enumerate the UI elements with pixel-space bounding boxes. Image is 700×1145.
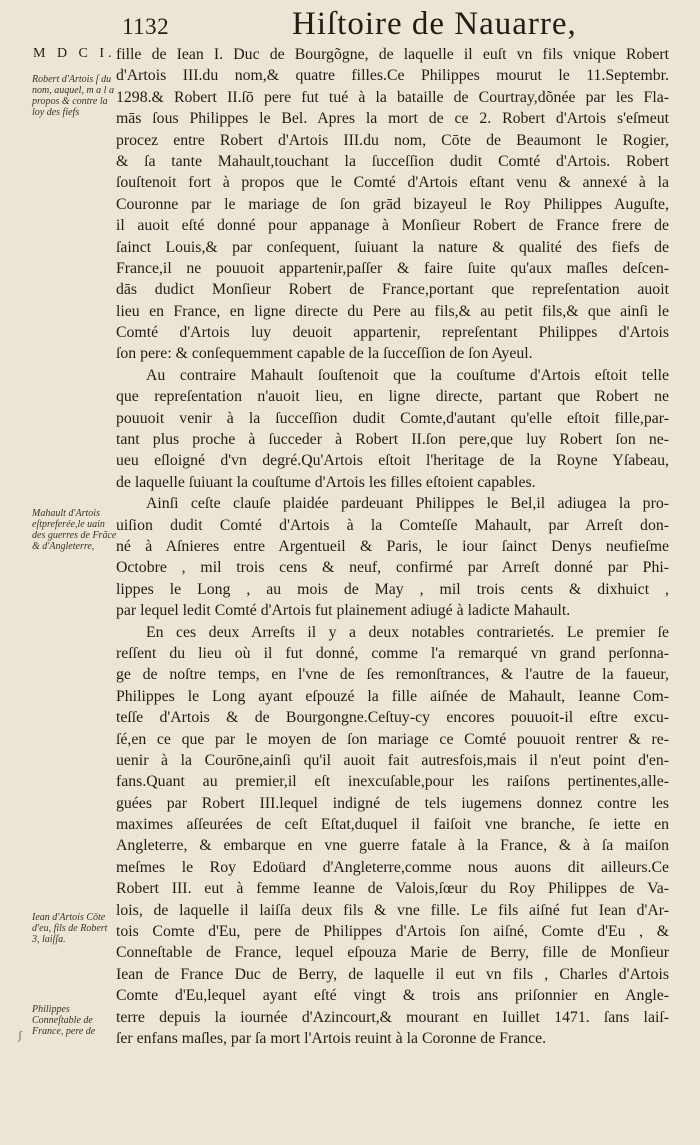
running-title: Hiſtoire de Nauarre, — [292, 6, 577, 42]
page-number: 1132 — [122, 14, 170, 39]
text-line: uenir à la Courōne,ainſi qu'il auoit fait autresfois,mais il n'eut point d'en- — [116, 751, 669, 769]
text-line: ſer enfans maſles, par ſa mort l'Artois reuint à la Coronne de France. — [116, 1029, 547, 1047]
text-line: Au contraire Mahault ſouſtenoit que la couſtume d'Artois eſtoit telle — [146, 366, 669, 384]
text-line: maximes aſſeurées de ceſt Eſtat,duquel il faiſoit vne branche, ſe iette en — [116, 816, 669, 834]
text-line: guées par Robert III.lequel indigné de tels iugemens donnez contre les — [116, 794, 669, 812]
text-line: tant plus proche à ſucceder à Robert II.ſon pere,que luy Robert ſon ne- — [116, 431, 669, 449]
text-line: reſſent du lieu où il fut donné, comme l'a remarqué vn grand perſonna- — [116, 644, 669, 662]
text-line: ge de noſtre temps, en l'vne de ſes remonſtrances, & l'autre de la faueur, — [116, 666, 669, 684]
text-line: pouuoit venir à la ſucceſſion dudit Comte,d'autant qu'elle eſtoit fille,par- — [116, 409, 669, 427]
text-line: que repreſentation n'auoit lieu, en ligne directe, partant que Robert ne — [116, 388, 669, 406]
text-line: ſon pere: & conſequemment capable de la ſucceſſion de ſon Ayeul. — [116, 345, 533, 363]
text-line: dās dudict Monſieur Robert de France,portant que repreſentation auoit — [116, 281, 669, 299]
text-line: uiſion dudit Comté d'Artois à la Comteſſe Mahault, par Arreſt don- — [116, 516, 669, 534]
text-line: d'Artois III.du nom,& quatre filles.Ce Philippes mourut le 11.Septembr. — [116, 67, 669, 85]
margin-note: Mahault d'Artois eſtpreferée,le uain des guerres de Frãce & d'Angleterre, — [32, 508, 117, 552]
margin-note: Robert d'Artois ſ du nom, auquel, m a l a propos & contre la loy des fiefs — [32, 74, 114, 118]
text-line: teſſe d'Artois & de Bourgongne.Ceſtuy-cy encores pouuoit-il eſtre excu- — [116, 709, 669, 727]
text-line: lois, de laquelle il laiſſa deux fils & vne fille. Le fils aiſné fut Iean d'Ar- — [116, 901, 669, 919]
text-line: ſouſtenoit fort à propos que le Comté d'Artois eſtant venu & annexé à la — [116, 174, 669, 192]
text-line: ſé,en ce que par le moyen de ſon mariage ce Comté pouuoit rentrer & re- — [116, 730, 669, 748]
text-line: & ſa tante Mahault,touchant la ſucceſſion dudit Comté d'Artois. Robert — [116, 152, 669, 170]
text-line: Iean de France Duc de Berry, de laquelle il eut vn fils , Charles d'Artois — [116, 965, 669, 983]
text-line: meſmes le Roy Edoüard d'Angleterre,comme nous auons dit ailleurs.Ce — [116, 858, 669, 876]
year-mark: M D C I. — [33, 46, 116, 61]
text-line: fans.Quant au premier,il eſt inexcuſable,pour les raiſons pertinentes,alle- — [116, 773, 669, 791]
text-line: par lequel ledit Comté d'Artois fut plainement adiugé à ladicte Mahault. — [116, 602, 571, 620]
margin-note: Iean d'Artois Cōte d'eu, fils de Robert 3, laiſſa. — [32, 912, 108, 945]
text-line: lieu en France, en ligne directe du Pere au fils,& au petit fils,& que ainſi le — [116, 302, 669, 320]
text-line: procez entre Robert d'Artois III.du nom, Cōte de Beaumont le Rogier, — [116, 131, 669, 149]
text-line: Octobre , mil trois cens & neuf, confirmé par Arreſt donné par Phi- — [116, 559, 669, 577]
text-line: Philippes le Long ayant eſpouzé la fille aiſnée de Mahault, Ieanne Com- — [116, 687, 669, 705]
text-line: En ces deux Arreſts il y a deux notables contrarietés. Le premier ſe — [146, 623, 669, 641]
footer-mark: ʃ — [18, 1028, 22, 1042]
text-line: lippes le Long , au mois de May , mil trois cents & dixhuict , — [116, 580, 669, 598]
body-text — [116, 44, 669, 1049]
text-line: Robert III. eut à femme Ieanne de Valois,ſœur du Roy Philippes de Va- — [116, 880, 669, 898]
text-line: Ainſi ceſte clauſe plaidée pardeuant Philippes le Bel,il adiugea la pro- — [146, 495, 669, 513]
text-line: tois Comte d'Eu, pere de Philippes d'Artois ſon aiſné, Comte d'Eu , & — [116, 923, 669, 941]
text-line: Comté d'Artois luy deuoit appartenir, repreſentant Philippes d'Artois — [116, 324, 669, 342]
text-line: fille de Iean I. Duc de Bourgõgne, de laquelle il euſt vn fils vnique Robert — [116, 46, 669, 63]
text-line: né à Aſnieres entre Argentueil & Paris, le iour ſainct Denys neufieſme — [116, 537, 669, 555]
text-line: de laquelle ſuiuant la couſtume d'Artois les filles eſtoient capables. — [116, 473, 536, 491]
text-line: ueu eſloigné d'vn degré.Qu'Artois eſtoit l'heritage de la Royne Yſabeau, — [116, 452, 669, 470]
margin-note: Philippes Conneſtable de France, pere de — [32, 1004, 96, 1037]
text-line: France,il ne pouuoit appartenir,paſſer & faire ſuite qu'aux maſles deſcen- — [116, 259, 669, 277]
text-line: 1298.& Robert II.ſō pere fut tué à la bataille de Courtray,dõnée par les Fla- — [116, 88, 669, 106]
text-line: terre depuis la iournée d'Azincourt,& mourant en Iuillet 1471. ſans laiſ- — [116, 1008, 669, 1026]
text-line: Conneſtable de France, lequel eſpouza Marie de Berry, fille de Monſieur — [116, 944, 669, 962]
text-line: Comte d'Eu,lequel ayant eſté vingt & trois ans priſonnier en Angle- — [116, 987, 669, 1005]
text-line: il auoit eſté donné pour appanage à Monſieur Robert de France frere de — [116, 217, 669, 235]
text-line: Couronne par le mariage de ſon grād bizayeul le Roy Philippes Auguſte, — [116, 195, 669, 213]
text-line: ſainct Louis,& par conſequent, ſuiuant la nature & qualité des fiefs de — [116, 238, 669, 256]
text-line: mās ſous Philippes le Bel. Apres la mort de ce 2. Robert d'Artois s'eſmeut — [116, 110, 669, 128]
text-line: Angleterre, & embarque en vne guerre fatale à la France, & à ſa maiſon — [116, 837, 669, 855]
